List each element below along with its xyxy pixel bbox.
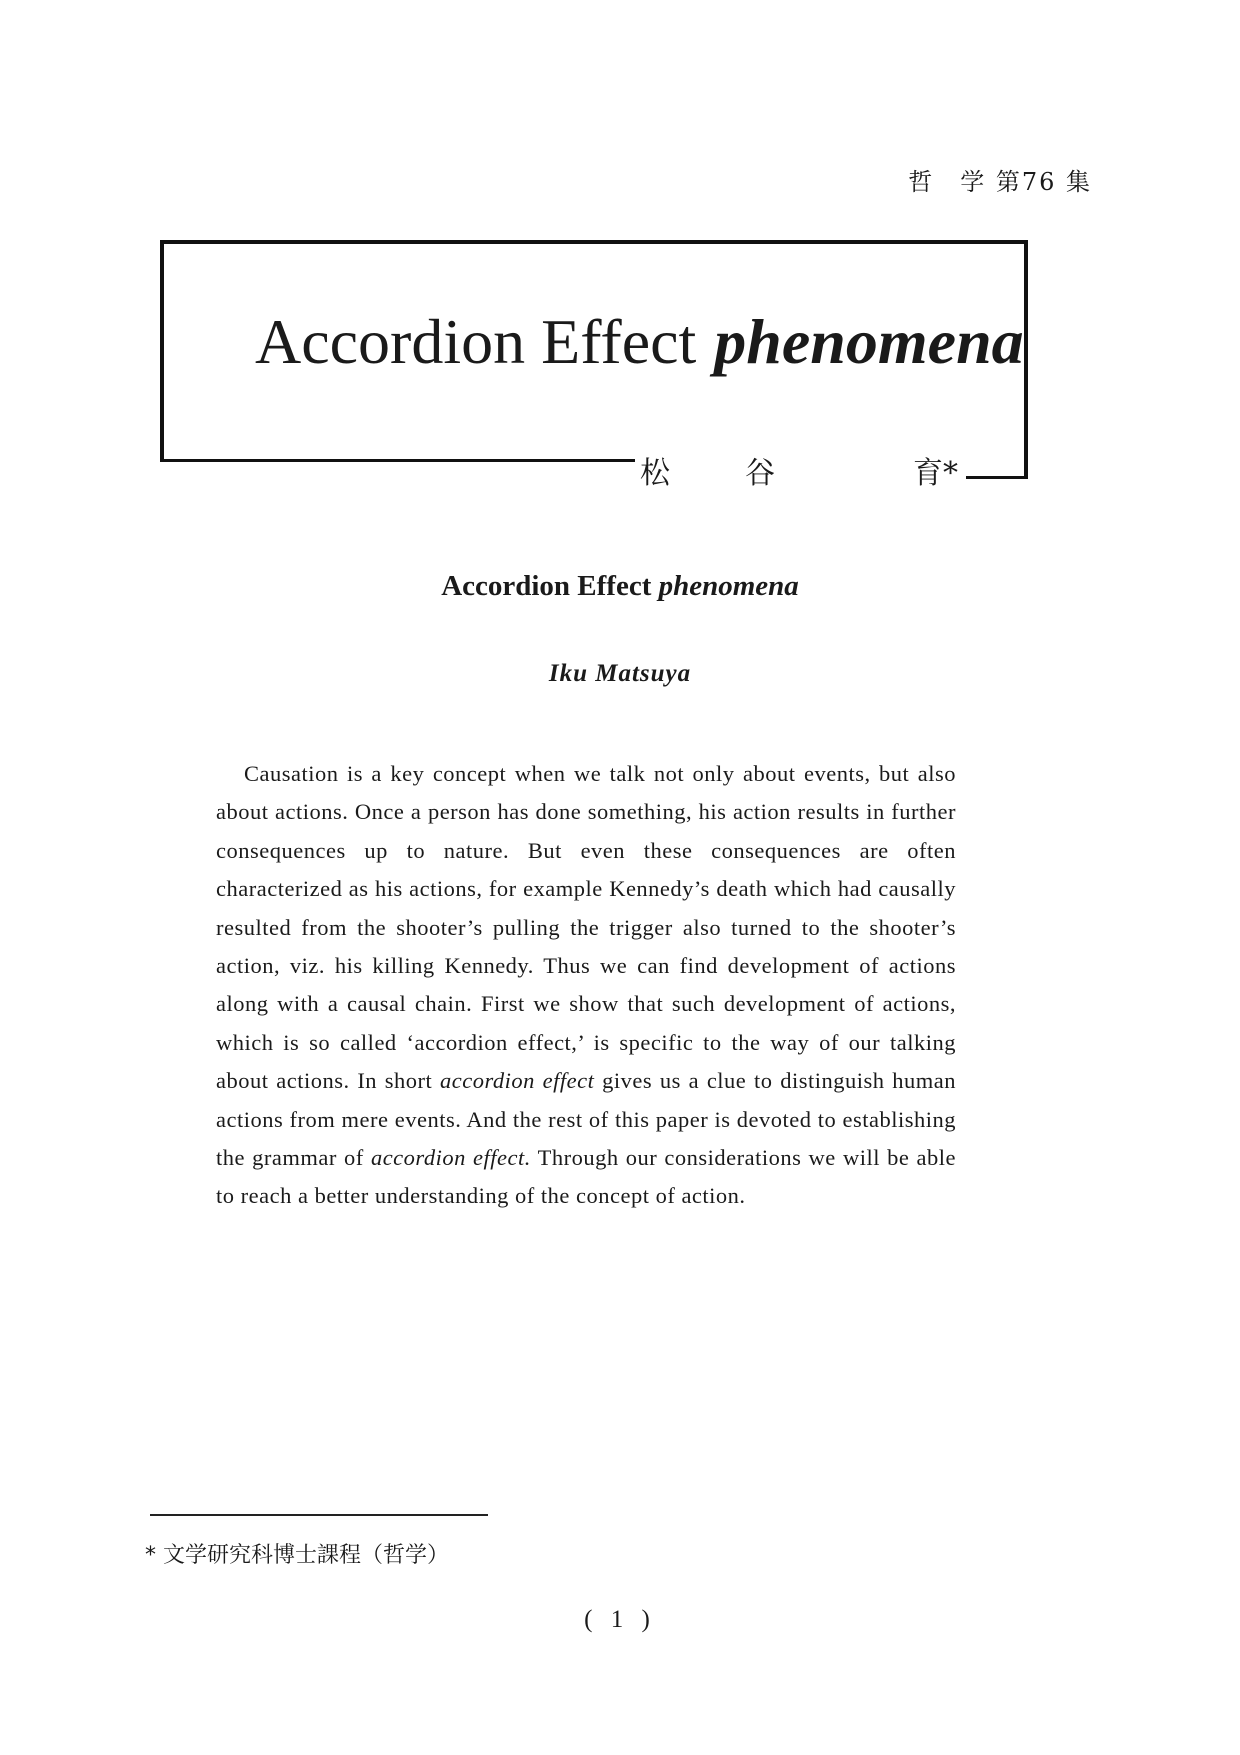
journal-header: 哲 学 第76 集: [908, 168, 1092, 196]
main-title: [255, 305, 1024, 379]
footnote: * 文学研究科博士課程（哲学）: [145, 1543, 449, 1568]
abstract-paragraph: [216, 755, 956, 1216]
main-title-italic: phenomena: [714, 306, 1024, 377]
footnote-rule: [150, 1514, 488, 1516]
author-jp-surname-2: 谷: [745, 456, 775, 491]
abstract-text-2: gives us a clue to distinguish human actions from mere events. And the rest of this paper is devoted to establishing the grammar of: [216, 1068, 957, 1171]
abstract-text-1: Causation is a key concept when we talk not only about events, but also about actions. Once a person has done something, his action results in further consequences up to nature. But even these consequences are often characterized as his actions, for example Kennedy’s death which had causally resulted from the shooter’s pulling the trigger also turned to the shooter’s action, viz. his killing Kennedy. Thus we can find development of actions along with a causal chain. First we show that such development of actions, which is so called ‘accordion effect,’ is specific to the way of our talking about actions. In short: [216, 761, 956, 1094]
author-en: Iku Matsuya: [548, 660, 692, 687]
title-box-bottom-right-rule: [966, 476, 1028, 479]
page-number: ( 1 ): [584, 1606, 656, 1633]
subtitle-roman: Accordion Effect: [441, 570, 652, 602]
main-title-roman: Accordion Effect: [255, 306, 697, 377]
author-jp-given: 育*: [913, 456, 958, 491]
abstract-emphasis-2: accordion effect.: [370, 1145, 531, 1171]
author-jp-surname-1: 松: [640, 456, 670, 491]
title-box-bottom-left-rule: [160, 459, 635, 462]
subtitle: [0, 570, 1240, 603]
abstract-text-3: Through our considerations we will be able to reach a better understanding of the concept of action.: [216, 1145, 956, 1209]
subtitle-italic: phenomena: [658, 570, 799, 602]
abstract-emphasis-1: accordion effect: [440, 1068, 595, 1094]
title-box-right-tail: [1024, 460, 1028, 479]
